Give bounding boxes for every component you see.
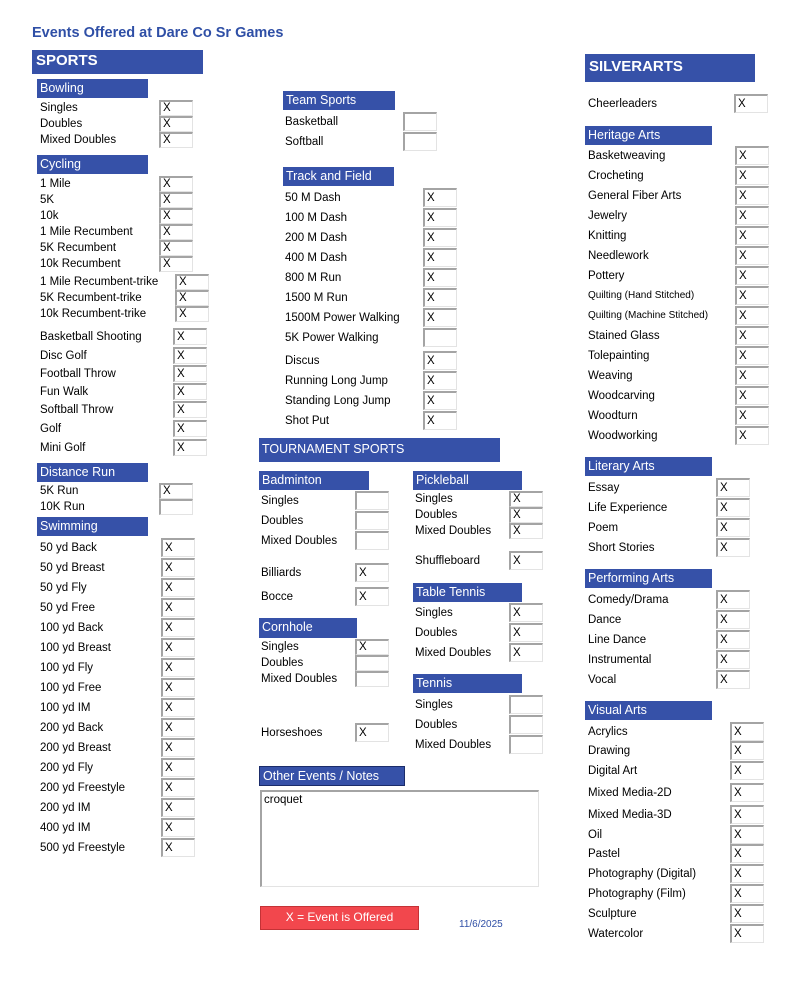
heritage-woodworking-label: Woodworking	[588, 429, 658, 442]
cycling-a-1-mile-recumbent-label: 1 Mile Recumbent	[40, 226, 133, 238]
bowling-singles-label: Singles	[40, 102, 78, 114]
performing-comedy-drama-label: Comedy/Drama	[588, 593, 669, 606]
swimming-100-yd-back-checkbox[interactable]: X	[161, 618, 195, 637]
heritage-needlework-checkbox[interactable]: X	[735, 246, 769, 265]
visual-arts-header: Visual Arts	[585, 701, 712, 720]
visual-mixed-media-2d-label: Mixed Media-2D	[588, 786, 672, 799]
cornhole-singles-label: Singles	[261, 641, 299, 653]
date-label: 11/6/2025	[459, 919, 503, 930]
heritage-crocheting-checkbox[interactable]: X	[735, 166, 769, 185]
literary-short-stories-checkbox[interactable]: X	[716, 538, 750, 557]
misc-mini-golf-label: Mini Golf	[40, 441, 86, 454]
misc-fun-walk-label: Fun Walk	[40, 385, 89, 398]
swimming-100-yd-fly-label: 100 yd Fly	[40, 661, 94, 674]
cycling-header: Cycling	[37, 155, 148, 174]
performing-arts-header: Performing Arts	[585, 569, 712, 588]
swimming-200-yd-fly-checkbox[interactable]: X	[161, 758, 195, 777]
bowling-mixed-doubles-label: Mixed Doubles	[40, 134, 117, 146]
performing-dance-label: Dance	[588, 613, 622, 626]
performing-line-dance-label: Line Dance	[588, 633, 647, 646]
visual-watercolor-checkbox[interactable]: X	[730, 924, 764, 943]
cycling-a-5k-checkbox[interactable]: X	[159, 192, 193, 208]
heritage-woodturn-checkbox[interactable]: X	[735, 406, 769, 425]
literary-essay-label: Essay	[588, 481, 620, 494]
heritage-general-fiber-arts-label: General Fiber Arts	[588, 189, 682, 202]
cheerleaders-cheerleaders-checkbox[interactable]: X	[734, 94, 768, 113]
heritage-jewelry-checkbox[interactable]: X	[735, 206, 769, 225]
visual-mixed-media-3d-checkbox[interactable]: X	[730, 805, 764, 824]
notes-field[interactable]: croquet	[260, 790, 539, 887]
heritage-basketweaving-label: Basketweaving	[588, 149, 666, 162]
pickleball-doubles-label: Doubles	[415, 509, 458, 521]
visual-mixed-media-2d-checkbox[interactable]: X	[730, 783, 764, 802]
cycling-b-5k-recumbent-trike-label: 5K Recumbent-trike	[40, 292, 142, 304]
swimming-header: Swimming	[37, 517, 148, 536]
legend-badge: X = Event is Offered	[260, 906, 419, 930]
billiards-bocce-bocce-label: Bocce	[261, 590, 293, 603]
literary-poem-checkbox[interactable]: X	[716, 518, 750, 537]
pickleball-mixed-doubles-label: Mixed Doubles	[415, 525, 492, 537]
tennis-singles-checkbox[interactable]	[509, 695, 543, 714]
visual-mixed-media-3d-label: Mixed Media-3D	[588, 808, 672, 821]
swimming-200-yd-breast-checkbox[interactable]: X	[161, 738, 195, 757]
swimming-100-yd-breast-checkbox[interactable]: X	[161, 638, 195, 657]
heritage-general-fiber-arts-checkbox[interactable]: X	[735, 186, 769, 205]
cornhole-header: Cornhole	[259, 618, 357, 638]
track-field-800-m-run-checkbox[interactable]: X	[423, 268, 457, 287]
cornhole-mixed-doubles-label: Mixed Doubles	[261, 673, 338, 685]
swimming-50-yd-fly-label: 50 yd Fly	[40, 581, 87, 594]
track-field-50-m-dash-checkbox[interactable]: X	[423, 188, 457, 207]
table-tennis-singles-checkbox[interactable]: X	[509, 603, 543, 622]
literary-life-experience-checkbox[interactable]: X	[716, 498, 750, 517]
pickleball-mixed-doubles-checkbox[interactable]: X	[509, 523, 543, 539]
visual-photography-film-checkbox[interactable]: X	[730, 884, 764, 903]
badminton-header: Badminton	[259, 471, 369, 490]
heritage-woodcarving-label: Woodcarving	[588, 389, 655, 402]
heritage-weaving-label: Weaving	[588, 369, 633, 382]
cycling-a-10k-recumbent-checkbox[interactable]: X	[159, 256, 193, 272]
performing-instrumental-checkbox[interactable]: X	[716, 650, 750, 669]
performing-vocal-checkbox[interactable]: X	[716, 670, 750, 689]
tournament-sports-header: TOURNAMENT SPORTS	[259, 438, 500, 462]
field-standing-long-jump-label: Standing Long Jump	[285, 394, 391, 407]
misc-softball-throw-label: Softball Throw	[40, 403, 114, 416]
horseshoes-horseshoes-checkbox[interactable]: X	[355, 723, 389, 742]
heritage-jewelry-label: Jewelry	[588, 209, 627, 222]
pickleball-singles-label: Singles	[415, 493, 453, 505]
heritage-tolepainting-checkbox[interactable]: X	[735, 346, 769, 365]
bowling-header: Bowling	[37, 79, 148, 98]
visual-photography-digital-checkbox[interactable]: X	[730, 864, 764, 883]
bowling-mixed-doubles-checkbox[interactable]: X	[159, 132, 193, 148]
swimming-100-yd-free-label: 100 yd Free	[40, 681, 102, 694]
swimming-50-yd-free-checkbox[interactable]: X	[161, 598, 195, 617]
table-tennis-doubles-checkbox[interactable]: X	[509, 623, 543, 642]
field-shot-put-label: Shot Put	[285, 414, 330, 427]
badminton-doubles-checkbox[interactable]	[355, 511, 389, 530]
track-field-50-m-dash-label: 50 M Dash	[285, 191, 341, 204]
swimming-100-yd-im-checkbox[interactable]: X	[161, 698, 195, 717]
swimming-50-yd-breast-checkbox[interactable]: X	[161, 558, 195, 577]
billiards-bocce-billiards-label: Billiards	[261, 566, 302, 579]
badminton-doubles-label: Doubles	[261, 514, 304, 527]
tennis-singles-label: Singles	[415, 698, 453, 711]
team-sports-header: Team Sports	[283, 91, 395, 110]
swimming-50-yd-breast-label: 50 yd Breast	[40, 561, 105, 574]
swimming-100-yd-im-label: 100 yd IM	[40, 701, 91, 714]
heritage-crocheting-label: Crocheting	[588, 169, 644, 182]
billiards-bocce-bocce-checkbox[interactable]: X	[355, 587, 389, 606]
heritage-woodturn-label: Woodturn	[588, 409, 638, 422]
badminton-singles-label: Singles	[261, 494, 299, 507]
swimming-100-yd-breast-label: 100 yd Breast	[40, 641, 111, 654]
heritage-quilting-machine-stitched-label: Quilting (Machine Stitched)	[588, 309, 709, 321]
swimming-400-yd-im-checkbox[interactable]: X	[161, 818, 195, 837]
heritage-quilting-machine-stitched-checkbox[interactable]: X	[735, 306, 769, 325]
field-standing-long-jump-checkbox[interactable]: X	[423, 391, 457, 410]
badminton-mixed-doubles-checkbox[interactable]	[355, 531, 389, 550]
heritage-woodcarving-checkbox[interactable]: X	[735, 386, 769, 405]
bowling-doubles-label: Doubles	[40, 118, 83, 130]
field-running-long-jump-label: Running Long Jump	[285, 374, 388, 387]
field-running-long-jump-checkbox[interactable]: X	[423, 371, 457, 390]
misc-basketball-shooting-label: Basketball Shooting	[40, 330, 142, 343]
literary-essay-checkbox[interactable]: X	[716, 478, 750, 497]
track-field-5k-power-walking-label: 5K Power Walking	[285, 331, 379, 344]
performing-dance-checkbox[interactable]: X	[716, 610, 750, 629]
tennis-mixed-doubles-checkbox[interactable]	[509, 735, 543, 754]
performing-line-dance-checkbox[interactable]: X	[716, 630, 750, 649]
swimming-200-yd-freestyle-checkbox[interactable]: X	[161, 778, 195, 797]
visual-photography-digital-label: Photography (Digital)	[588, 867, 697, 880]
pickleball-header: Pickleball	[413, 471, 522, 490]
heritage-weaving-checkbox[interactable]: X	[735, 366, 769, 385]
cycling-b-5k-recumbent-trike-checkbox[interactable]: X	[175, 290, 209, 306]
page-title: Events Offered at Dare Co Sr Games	[32, 25, 284, 41]
team-sports-basketball-label: Basketball	[285, 115, 339, 128]
track-field-1500m-power-walking-checkbox[interactable]: X	[423, 308, 457, 327]
cycling-b-10k-recumbent-trike-checkbox[interactable]: X	[175, 306, 209, 322]
table-tennis-mixed-doubles-label: Mixed Doubles	[415, 646, 492, 659]
swimming-200-yd-freestyle-label: 200 yd Freestyle	[40, 781, 126, 794]
swimming-50-yd-free-label: 50 yd Free	[40, 601, 95, 614]
track-field-1500-m-run-label: 1500 M Run	[285, 291, 348, 304]
visual-sculpture-label: Sculpture	[588, 907, 637, 920]
swimming-200-yd-im-label: 200 yd IM	[40, 801, 91, 814]
visual-acrylics-checkbox[interactable]: X	[730, 722, 764, 741]
visual-watercolor-label: Watercolor	[588, 927, 644, 940]
field-discus-checkbox[interactable]: X	[423, 351, 457, 370]
swimming-200-yd-back-label: 200 yd Back	[40, 721, 104, 734]
tennis-header: Tennis	[413, 674, 522, 693]
cornhole-doubles-label: Doubles	[261, 657, 304, 669]
badminton-singles-checkbox[interactable]	[355, 491, 389, 510]
heritage-woodworking-checkbox[interactable]: X	[735, 426, 769, 445]
swimming-200-yd-im-checkbox[interactable]: X	[161, 798, 195, 817]
visual-acrylics-label: Acrylics	[588, 725, 628, 738]
track-field-200-m-dash-checkbox[interactable]: X	[423, 228, 457, 247]
horseshoes-horseshoes-label: Horseshoes	[261, 726, 323, 739]
misc-fun-walk-checkbox[interactable]: X	[173, 383, 207, 400]
literary-arts-header: Literary Arts	[585, 457, 712, 476]
swimming-50-yd-fly-checkbox[interactable]: X	[161, 578, 195, 597]
heritage-needlework-label: Needlework	[588, 249, 649, 262]
heritage-quilting-hand-stitched-label: Quilting (Hand Stitched)	[588, 289, 695, 301]
visual-oil-label: Oil	[588, 828, 603, 841]
swimming-100-yd-fly-checkbox[interactable]: X	[161, 658, 195, 677]
tennis-doubles-checkbox[interactable]	[509, 715, 543, 734]
table-tennis-singles-label: Singles	[415, 606, 453, 619]
swimming-200-yd-back-checkbox[interactable]: X	[161, 718, 195, 737]
misc-golf-checkbox[interactable]: X	[173, 420, 207, 437]
misc-football-throw-checkbox[interactable]: X	[173, 365, 207, 382]
heritage-knitting-label: Knitting	[588, 229, 627, 242]
cornhole-singles-checkbox[interactable]: X	[355, 639, 389, 655]
literary-life-experience-label: Life Experience	[588, 501, 668, 514]
cycling-b-1-mile-recumbent-trike-checkbox[interactable]: X	[175, 274, 209, 290]
heritage-stained-glass-label: Stained Glass	[588, 329, 660, 342]
other-events-header: Other Events / Notes	[259, 766, 405, 786]
misc-golf-label: Golf	[40, 422, 62, 435]
track-field-5k-power-walking-checkbox[interactable]	[423, 328, 457, 347]
cycling-a-1-mile-recumbent-checkbox[interactable]: X	[159, 224, 193, 240]
cycling-a-10k-recumbent-label: 10k Recumbent	[40, 258, 121, 270]
misc-football-throw-label: Football Throw	[40, 367, 116, 380]
visual-drawing-checkbox[interactable]: X	[730, 741, 764, 760]
performing-vocal-label: Vocal	[588, 673, 617, 686]
cycling-a-5k-recumbent-label: 5K Recumbent	[40, 242, 117, 254]
cycling-b-10k-recumbent-trike-label: 10k Recumbent-trike	[40, 308, 147, 320]
swimming-500-yd-freestyle-label: 500 yd Freestyle	[40, 841, 126, 854]
track-field-400-m-dash-checkbox[interactable]: X	[423, 248, 457, 267]
team-sports-softball-label: Softball	[285, 135, 324, 148]
shuffleboard-shuffleboard-label: Shuffleboard	[415, 554, 481, 567]
visual-oil-checkbox[interactable]: X	[730, 825, 764, 844]
heritage-quilting-hand-stitched-checkbox[interactable]: X	[735, 286, 769, 305]
cycling-a-10k-label: 10k	[40, 210, 59, 222]
misc-mini-golf-checkbox[interactable]: X	[173, 439, 207, 456]
shuffleboard-shuffleboard-checkbox[interactable]: X	[509, 551, 543, 570]
pickleball-singles-checkbox[interactable]: X	[509, 491, 543, 507]
visual-drawing-label: Drawing	[588, 744, 631, 757]
track-field-1500m-power-walking-label: 1500M Power Walking	[285, 311, 400, 324]
swimming-100-yd-back-label: 100 yd Back	[40, 621, 104, 634]
field-shot-put-checkbox[interactable]: X	[423, 411, 457, 430]
literary-poem-label: Poem	[588, 521, 619, 534]
track-field-400-m-dash-label: 400 M Dash	[285, 251, 348, 264]
tennis-mixed-doubles-label: Mixed Doubles	[415, 738, 492, 751]
misc-basketball-shooting-checkbox[interactable]: X	[173, 328, 207, 345]
table-tennis-mixed-doubles-checkbox[interactable]: X	[509, 643, 543, 662]
track-field-800-m-run-label: 800 M Run	[285, 271, 342, 284]
cycling-b-1-mile-recumbent-trike-label: 1 Mile Recumbent-trike	[40, 276, 159, 288]
swimming-200-yd-breast-label: 200 yd Breast	[40, 741, 111, 754]
pickleball-doubles-checkbox[interactable]: X	[509, 507, 543, 523]
sports-header: SPORTS	[32, 50, 203, 74]
team-sports-softball-checkbox[interactable]	[403, 132, 437, 151]
cornhole-doubles-checkbox[interactable]	[355, 655, 389, 671]
heritage-arts-header: Heritage Arts	[585, 126, 712, 145]
bowling-singles-checkbox[interactable]: X	[159, 100, 193, 116]
heritage-knitting-checkbox[interactable]: X	[735, 226, 769, 245]
distance-run-5k-run-checkbox[interactable]: X	[159, 483, 193, 499]
table-tennis-doubles-label: Doubles	[415, 626, 458, 639]
field-discus-label: Discus	[285, 354, 320, 367]
bowling-doubles-checkbox[interactable]: X	[159, 116, 193, 132]
track-field-200-m-dash-label: 200 M Dash	[285, 231, 348, 244]
billiards-bocce-billiards-checkbox[interactable]: X	[355, 563, 389, 582]
distance-run-5k-run-label: 5K Run	[40, 485, 79, 497]
visual-digital-art-label: Digital Art	[588, 764, 638, 777]
swimming-50-yd-back-label: 50 yd Back	[40, 541, 97, 554]
silverarts-header: SILVERARTS	[585, 54, 755, 82]
cycling-a-10k-checkbox[interactable]: X	[159, 208, 193, 224]
visual-digital-art-checkbox[interactable]: X	[730, 761, 764, 780]
swimming-400-yd-im-label: 400 yd IM	[40, 821, 91, 834]
heritage-basketweaving-checkbox[interactable]: X	[735, 146, 769, 165]
visual-sculpture-checkbox[interactable]: X	[730, 904, 764, 923]
misc-softball-throw-checkbox[interactable]: X	[173, 401, 207, 418]
literary-short-stories-label: Short Stories	[588, 541, 655, 554]
visual-pastel-checkbox[interactable]: X	[730, 844, 764, 863]
distance-run-header: Distance Run	[37, 463, 148, 482]
track-field-100-m-dash-label: 100 M Dash	[285, 211, 348, 224]
cycling-a-5k-recumbent-checkbox[interactable]: X	[159, 240, 193, 256]
performing-comedy-drama-checkbox[interactable]: X	[716, 590, 750, 609]
performing-instrumental-label: Instrumental	[588, 653, 652, 666]
swimming-500-yd-freestyle-checkbox[interactable]: X	[161, 838, 195, 857]
misc-disc-golf-label: Disc Golf	[40, 349, 87, 362]
swimming-200-yd-fly-label: 200 yd Fly	[40, 761, 94, 774]
heritage-tolepainting-label: Tolepainting	[588, 349, 650, 362]
heritage-pottery-checkbox[interactable]: X	[735, 266, 769, 285]
cheerleaders-cheerleaders-label: Cheerleaders	[588, 97, 658, 110]
cycling-a-5k-label: 5K	[40, 194, 55, 206]
heritage-pottery-label: Pottery	[588, 269, 625, 282]
track-field-header: Track and Field	[283, 167, 394, 186]
table-tennis-header: Table Tennis	[413, 583, 522, 602]
team-sports-basketball-checkbox[interactable]	[403, 112, 437, 131]
heritage-stained-glass-checkbox[interactable]: X	[735, 326, 769, 345]
distance-run-10k-run-checkbox[interactable]	[159, 499, 193, 515]
badminton-mixed-doubles-label: Mixed Doubles	[261, 534, 338, 547]
visual-pastel-label: Pastel	[588, 847, 620, 860]
swimming-50-yd-back-checkbox[interactable]: X	[161, 538, 195, 557]
swimming-100-yd-free-checkbox[interactable]: X	[161, 678, 195, 697]
track-field-1500-m-run-checkbox[interactable]: X	[423, 288, 457, 307]
misc-disc-golf-checkbox[interactable]: X	[173, 347, 207, 364]
track-field-100-m-dash-checkbox[interactable]: X	[423, 208, 457, 227]
visual-photography-film-label: Photography (Film)	[588, 887, 686, 900]
cornhole-mixed-doubles-checkbox[interactable]	[355, 671, 389, 687]
cycling-a-1-mile-label: 1 Mile	[40, 178, 71, 190]
distance-run-10k-run-label: 10K Run	[40, 501, 85, 513]
cycling-a-1-mile-checkbox[interactable]: X	[159, 176, 193, 192]
tennis-doubles-label: Doubles	[415, 718, 458, 731]
